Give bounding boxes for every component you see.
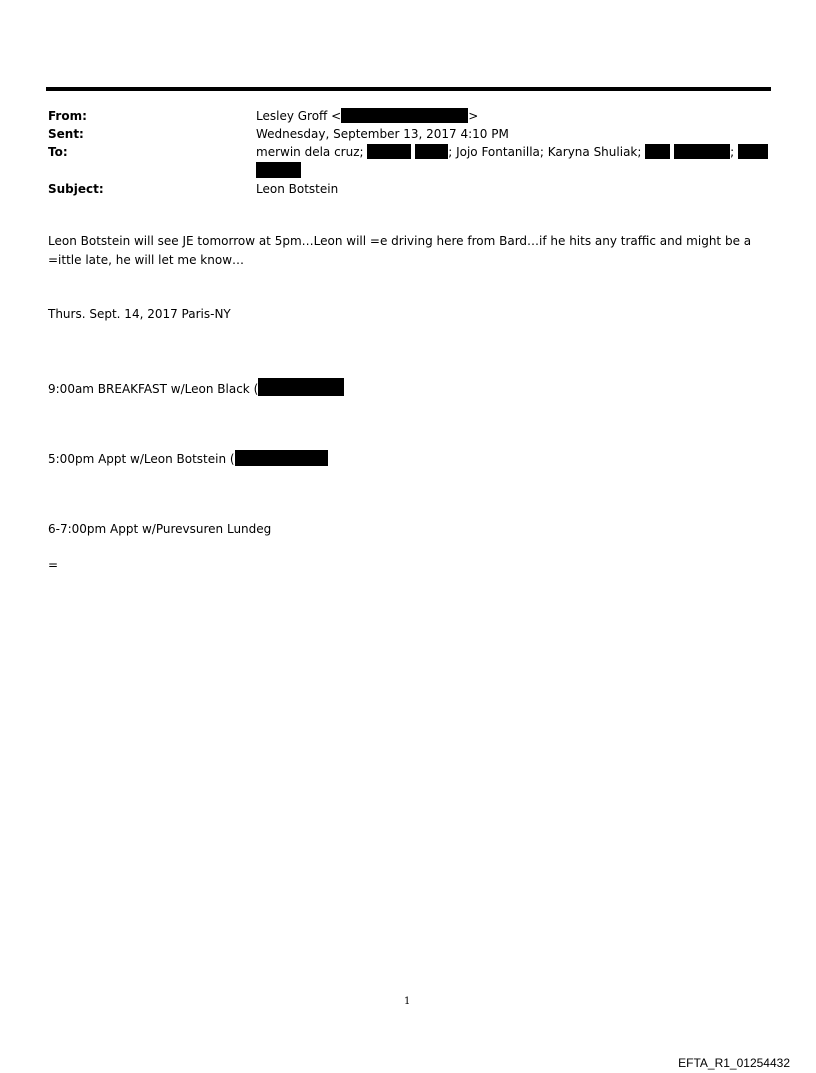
document-id: EFTA_R1_01254432 [678, 1056, 790, 1070]
redaction-box [415, 144, 448, 159]
redaction-box [738, 144, 768, 159]
from-close: > [468, 109, 479, 123]
to-label: To: [48, 145, 68, 159]
redaction-box [674, 144, 730, 159]
body-line-1: Leon Botstein will see JE tomorrow at 5pm…Leon will =e driving here from Bard…if he hits any traffic and might be a [48, 234, 752, 248]
header-rule [46, 87, 771, 91]
to-recipient-1: merwin dela cruz; [256, 145, 364, 159]
from-value [256, 108, 478, 124]
page-number: 1 [404, 996, 411, 1007]
redaction-box [258, 378, 344, 396]
schedule-date: Thurs. Sept. 14, 2017 Paris-NY [48, 307, 231, 321]
redaction-box [341, 108, 468, 123]
subject-value: Leon Botstein [256, 182, 339, 196]
to-value [256, 144, 768, 160]
schedule-item-3: 6-7:00pm Appt w/Purevsuren Lundeg [48, 522, 272, 536]
schedule-item-1 [48, 378, 344, 398]
redaction-box [645, 144, 670, 159]
redaction-box [367, 144, 411, 159]
sent-value: Wednesday, September 13, 2017 4:10 PM [256, 127, 509, 141]
redaction-box [256, 162, 301, 178]
body-line-2: =ittle late, he will let me know… [48, 253, 245, 267]
subject-label: Subject: [48, 182, 104, 196]
body-trailer: = [48, 558, 59, 572]
from-label: From: [48, 109, 87, 123]
from-name: Lesley Groff < [256, 109, 342, 123]
redaction-box [235, 450, 328, 466]
to-separator: ; [730, 145, 735, 159]
sent-label: Sent: [48, 127, 84, 141]
to-recipients-2: ; Jojo Fontanilla; Karyna Shuliak; [448, 145, 642, 159]
schedule-item-2-text: 5:00pm Appt w/Leon Botstein ( [48, 452, 235, 466]
schedule-item-2 [48, 450, 328, 468]
schedule-item-1-text: 9:00am BREAKFAST w/Leon Black ( [48, 382, 259, 396]
